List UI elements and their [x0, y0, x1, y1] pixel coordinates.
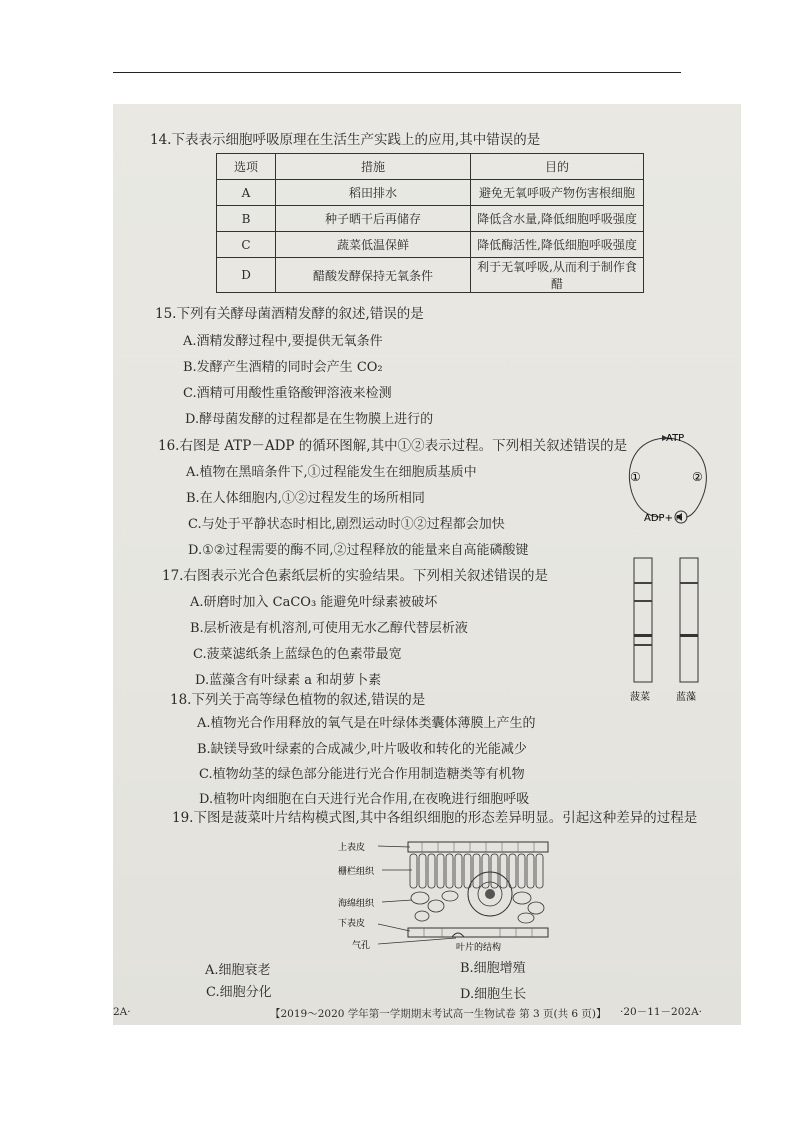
q16-option-d: D.①②过程需要的酶不同,②过程释放的能量来自高能磷酸键	[188, 543, 529, 558]
table-cell: 避免无氧呼吸产物伤害根细胞	[471, 180, 644, 206]
table-cell: 蔬菜低温保鲜	[276, 232, 471, 258]
pi-label: Pi	[676, 514, 683, 522]
label-lower-epidermis: 下表皮	[338, 919, 366, 929]
q18-option-c: C.植物幼茎的绿色部分能进行光合作用制造糖类等有机物	[199, 767, 525, 782]
q16-option-c: C.与处于平静状态时相比,剧烈运动时①②过程都会加快	[188, 517, 505, 532]
table-cell: 稻田排水	[276, 180, 471, 206]
process-2-label: ②	[692, 470, 703, 484]
table-cell: D	[217, 258, 276, 293]
footer-left-code: 2A·	[113, 1006, 131, 1018]
table-cell: B	[217, 206, 276, 232]
atp-adp-cycle-diagram	[620, 425, 720, 531]
label-palisade-tissue: 栅栏组织	[338, 867, 375, 877]
atp-label: ATP	[666, 433, 685, 444]
q15-stem: 15.下列有关酵母菌酒精发酵的叙述,错误的是	[155, 306, 424, 322]
q15-option-c: C.酒精可用酸性重铬酸钾溶液来检测	[183, 386, 392, 401]
table-header: 措施	[276, 154, 471, 180]
strip-label-cyanobacteria: 蓝藻	[676, 692, 696, 703]
q19-option-d: D.细胞生长	[460, 987, 527, 1002]
stoma-guard-cells	[452, 933, 464, 937]
table-cell: 种子晒干后再储存	[276, 206, 471, 232]
q16-option-a: A.植物在黑暗条件下,①过程能发生在细胞质基质中	[186, 465, 477, 480]
table-cell: A	[217, 180, 276, 206]
pigment-band	[634, 600, 652, 602]
header-rule	[113, 72, 681, 73]
q15-option-d: D.酵母菌发酵的过程都是在生物膜上进行的	[185, 412, 434, 427]
pigment-band	[680, 634, 698, 637]
table-row	[217, 232, 644, 258]
q18-option-b: B.缺镁导致叶绿素的合成减少,叶片吸收和转化的光能减少	[197, 742, 527, 757]
q17-option-a: A.研磨时加入 CaCO₃ 能避免叶绿素被破坏	[190, 595, 438, 610]
table-header: 选项	[217, 154, 276, 180]
q16-option-b: B.在人体细胞内,①②过程发生的场所相同	[186, 491, 425, 506]
pigment-band	[634, 644, 652, 646]
footer-page-info: 【2019～2020 学年第一学期期末考试高一生物试卷 第 3 页(共 6 页)】	[270, 1008, 607, 1020]
q19-option-c: C.细胞分化	[206, 985, 272, 1000]
table-header: 目的	[471, 154, 644, 180]
leaf-structure-diagram	[338, 836, 554, 956]
table-row	[217, 206, 644, 232]
footer-right-code: ·20－11－202A·	[620, 1006, 703, 1018]
label-spongy-tissue: 海绵组织	[338, 899, 375, 909]
adp-label: ADP+	[644, 513, 673, 524]
process-1-label: ①	[630, 470, 641, 484]
q18-stem: 18.下列关于高等绿色植物的叙述,错误的是	[170, 692, 426, 708]
q19-option-a: A.细胞衰老	[205, 963, 271, 978]
table-row	[217, 258, 644, 293]
spongy-tissue	[411, 891, 544, 923]
q18-option-d: D.植物叶肉细胞在白天进行光合作用,在夜晚进行细胞呼吸	[199, 792, 530, 807]
upper-epidermis	[408, 842, 548, 852]
q17-stem: 17.右图表示光合色素纸层析的实验结果。下列相关叙述错误的是	[162, 568, 548, 584]
table-header-row	[217, 154, 644, 180]
strip-spinach	[634, 558, 652, 682]
pigment-band	[634, 634, 652, 637]
lower-epidermis	[408, 928, 548, 937]
table-row	[217, 180, 644, 206]
q19-option-b: B.细胞增殖	[460, 961, 526, 976]
table-cell: 醋酸发酵保持无氧条件	[276, 258, 471, 293]
table-cell: 利于无氧呼吸,从而利于制作食醋	[471, 258, 644, 293]
q14-table	[216, 153, 644, 293]
epidermis-cells	[422, 842, 534, 937]
label-upper-epidermis: 上表皮	[338, 843, 366, 853]
table-cell: 降低含水量,降低细胞呼吸强度	[471, 206, 644, 232]
pigment-band	[634, 582, 652, 584]
q14-stem: 14.下表表示细胞呼吸原理在生活生产实践上的应用,其中错误的是	[150, 132, 541, 148]
q17-option-b: B.层析液是有机溶剂,可使用无水乙醇代替层析液	[190, 621, 468, 636]
palisade-tissue	[410, 854, 543, 888]
q15-option-a: A.酒精发酵过程中,要提供无氧条件	[183, 334, 383, 349]
q17-option-c: C.菠菜滤纸条上蓝绿色的色素带最宽	[193, 647, 402, 662]
q15-option-b: B.发酵产生酒精的同时会产生 CO₂	[183, 360, 383, 375]
strip-label-spinach: 菠菜	[630, 692, 650, 703]
chromatography-strips	[622, 556, 712, 706]
label-stoma: 气孔	[352, 941, 371, 951]
table-cell: C	[217, 232, 276, 258]
q16-stem: 16.右图是 ATP－ADP 的循环图解,其中①②表示过程。下列相关叙述错误的是	[158, 438, 628, 454]
vein-center	[485, 889, 495, 899]
strip-cyanobacteria	[680, 558, 698, 682]
q19-stem: 19.下图是菠菜叶片结构模式图,其中各组织细胞的形态差异明显。引起这种差异的过程是	[172, 810, 698, 826]
q18-option-a: A.植物光合作用释放的氧气是在叶绿体类囊体薄膜上产生的	[197, 716, 536, 731]
q17-option-d: D.蓝藻含有叶绿素 a 和胡萝卜素	[195, 673, 382, 688]
diagram-caption: 叶片的结构	[456, 943, 502, 953]
table-cell: 降低酶活性,降低细胞呼吸强度	[471, 232, 644, 258]
pigment-band	[680, 582, 698, 584]
